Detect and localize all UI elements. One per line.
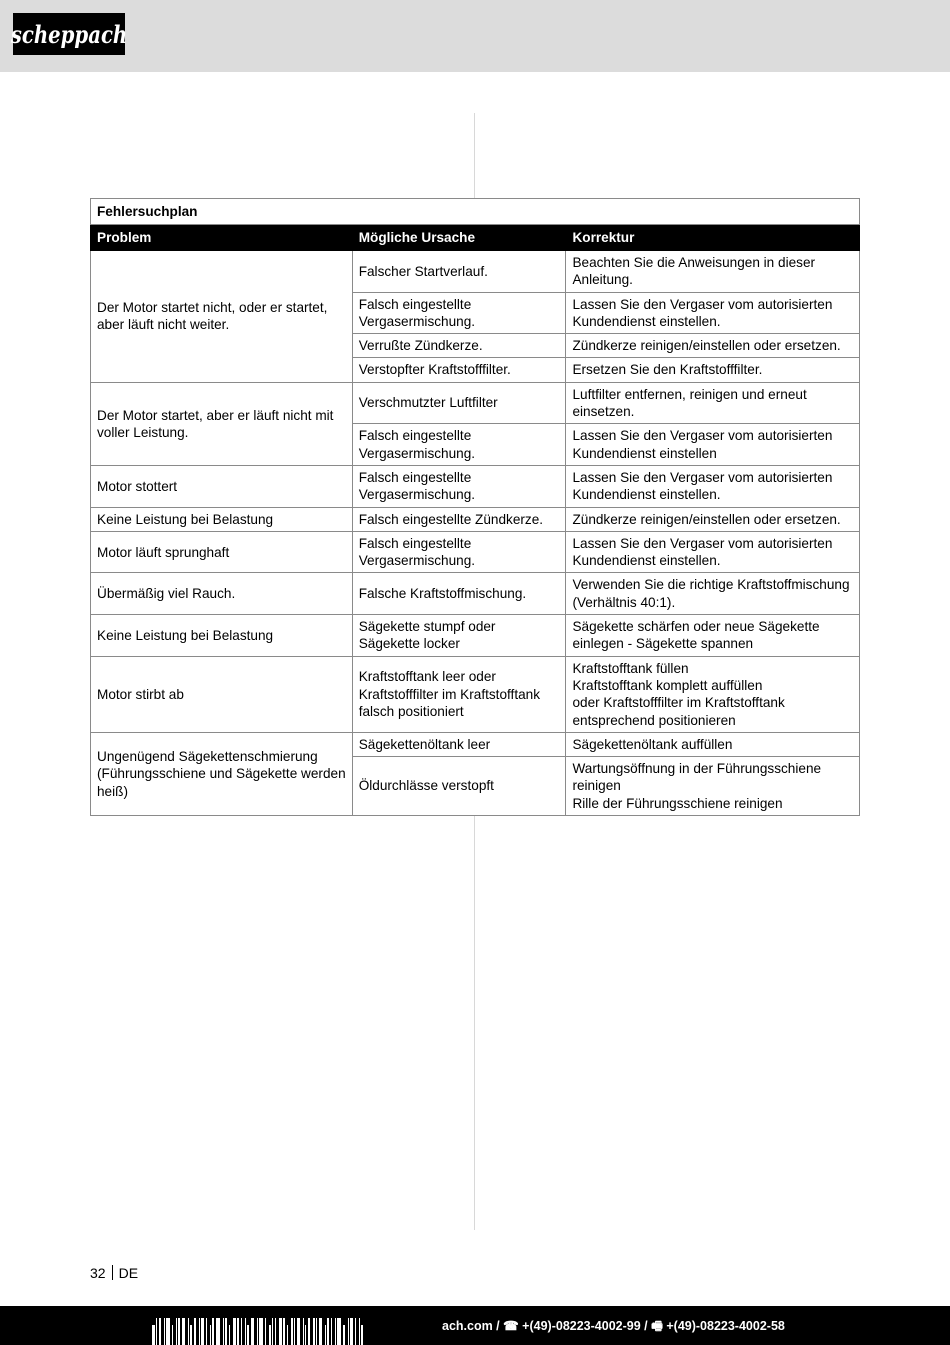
barcode-bar bbox=[316, 1318, 317, 1345]
cause-cell: Falscher Startverlauf. bbox=[352, 251, 566, 293]
table-row bbox=[91, 382, 860, 424]
barcode-bar bbox=[272, 1318, 273, 1345]
problem-cell: Motor stottert bbox=[91, 465, 353, 507]
barcode-bar bbox=[172, 1325, 173, 1345]
barcode-bar bbox=[308, 1318, 310, 1345]
barcode-bar bbox=[159, 1318, 161, 1345]
barcode-bar bbox=[164, 1318, 165, 1345]
fix-cell: Verwenden Sie die richtige Kraftstoffmischung (Verhältnis 40:1). bbox=[566, 573, 860, 615]
barcode-bar bbox=[287, 1325, 288, 1345]
cause-cell: Öldurchlässe verstopft bbox=[352, 757, 566, 816]
barcode-bar bbox=[212, 1318, 214, 1345]
barcode-bar bbox=[216, 1318, 220, 1345]
fix-cell: Ersetzen Sie den Kraftstofffilter. bbox=[566, 358, 860, 382]
barcode-bar bbox=[257, 1318, 258, 1345]
barcode-bar bbox=[210, 1325, 211, 1345]
barcode-bar bbox=[361, 1325, 363, 1345]
barcode-bar bbox=[269, 1325, 271, 1345]
barcode-bar bbox=[355, 1318, 356, 1345]
barcode-bar bbox=[331, 1318, 332, 1345]
problem-cell: Motor läuft sprunghaft bbox=[91, 531, 353, 573]
barcode-bar bbox=[337, 1318, 341, 1345]
page-number-separator bbox=[112, 1265, 113, 1280]
barcode-bar bbox=[152, 1325, 155, 1345]
barcode-bar bbox=[359, 1318, 360, 1345]
barcode-bar bbox=[176, 1318, 177, 1345]
logo-text: scheppach bbox=[10, 19, 128, 49]
fix-cell: Zündkerze reinigen/einstellen oder ersetzen. bbox=[566, 334, 860, 358]
barcode-bar bbox=[178, 1318, 180, 1345]
page-footer bbox=[0, 1306, 950, 1345]
column-header-cause: Mögliche Ursache bbox=[352, 225, 566, 251]
barcode-bar bbox=[279, 1318, 282, 1345]
fix-cell: Beachten Sie die Anweisungen in dieser Anleitung. bbox=[566, 251, 860, 293]
table-title: Fehlersuchplan bbox=[91, 199, 860, 225]
problem-cell: Keine Leistung bei Belastung bbox=[91, 615, 353, 657]
cause-cell: Falsche Kraftstoffmischung. bbox=[352, 573, 566, 615]
problem-cell: Der Motor startet, aber er läuft nicht mit voller Leistung. bbox=[91, 382, 353, 465]
table-row bbox=[91, 531, 860, 573]
fix-cell: Wartungsöffnung in der Führungsschiene reinigen Rille der Führungsschiene reinigen bbox=[566, 757, 860, 816]
barcode-bar bbox=[343, 1325, 345, 1345]
fix-cell: Sägekette schärfen oder neue Sägekette einlegen - Sägekette spannen bbox=[566, 615, 860, 657]
fix-cell: Luftfilter entfernen, reinigen und erneut einsetzen. bbox=[566, 382, 860, 424]
barcode-bar bbox=[303, 1318, 304, 1345]
troubleshooting-table bbox=[90, 198, 860, 816]
cause-cell: Verrußte Zündkerze. bbox=[352, 334, 566, 358]
barcode-bar bbox=[291, 1318, 293, 1345]
page-header bbox=[0, 0, 950, 72]
barcode-bar bbox=[199, 1318, 200, 1345]
problem-cell: Übermäßig viel Rauch. bbox=[91, 573, 353, 615]
cause-cell: Verstopfter Kraftstofffilter. bbox=[352, 358, 566, 382]
problem-cell: Ungenügend Sägekettenschmierung (Führungsschiene und Sägekette werden heiß) bbox=[91, 732, 353, 815]
fix-cell: Lassen Sie den Vergaser vom autorisierten Kundendienst einstellen. bbox=[566, 292, 860, 334]
barcode-bar bbox=[241, 1318, 242, 1345]
barcode-bar bbox=[206, 1318, 207, 1345]
fix-cell: Lassen Sie den Vergaser vom autorisierten Kundendienst einstellen. bbox=[566, 465, 860, 507]
cause-cell: Kraftstofftank leer oder Kraftstofffilter im Kraftstofftank falsch positioniert bbox=[352, 656, 566, 732]
barcode-bar bbox=[201, 1318, 204, 1345]
footer-contact: ach.com / ☎ +(49)-08223-4002-99 / 🖷 +(49)-08223-4002-58 bbox=[442, 1319, 785, 1333]
barcode-bar bbox=[297, 1318, 300, 1345]
table-row bbox=[91, 251, 860, 293]
barcode-bar bbox=[233, 1318, 236, 1345]
table-header-row bbox=[91, 225, 860, 251]
barcode-bar bbox=[275, 1318, 276, 1345]
cause-cell: Falsch eingestellte Vergasermischung. bbox=[352, 292, 566, 334]
fix-cell: Sägekettenöltank auffüllen bbox=[566, 732, 860, 756]
fix-cell: Lassen Sie den Vergaser vom autorisierten Kundendienst einstellen bbox=[566, 424, 860, 466]
table-row bbox=[91, 507, 860, 531]
problem-cell: Motor stirbt ab bbox=[91, 656, 353, 732]
cause-cell: Sägekettenöltank leer bbox=[352, 732, 566, 756]
barcode-bar bbox=[182, 1318, 185, 1345]
barcode-bar bbox=[245, 1318, 246, 1345]
barcode-bar bbox=[156, 1318, 157, 1345]
problem-cell: Der Motor startet nicht, oder er startet, aber läuft nicht weiter. bbox=[91, 251, 353, 383]
page-number bbox=[90, 1265, 138, 1281]
barcode-bar bbox=[247, 1325, 249, 1345]
table-row bbox=[91, 573, 860, 615]
barcode-bar bbox=[265, 1318, 266, 1345]
barcode-bar bbox=[283, 1318, 285, 1345]
page-number-value: 32 bbox=[90, 1265, 106, 1281]
scheppach-logo bbox=[10, 13, 128, 55]
problem-cell: Keine Leistung bei Belastung bbox=[91, 507, 353, 531]
footer-barcode-artifact bbox=[152, 1318, 442, 1345]
cause-cell: Verschmutzter Luftfilter bbox=[352, 382, 566, 424]
barcode-bar bbox=[348, 1318, 349, 1345]
cause-cell: Falsch eingestellte Zündkerze. bbox=[352, 507, 566, 531]
cause-cell: Falsch eingestellte Vergasermischung. bbox=[352, 465, 566, 507]
page-language: DE bbox=[118, 1265, 139, 1281]
barcode-bar bbox=[190, 1325, 192, 1345]
barcode-bar bbox=[305, 1325, 306, 1345]
barcode-bar bbox=[350, 1318, 353, 1345]
barcode-bar bbox=[166, 1318, 170, 1345]
barcode-bar bbox=[237, 1318, 239, 1345]
cause-cell: Sägekette stumpf oder Sägekette locker bbox=[352, 615, 566, 657]
table-row bbox=[91, 656, 860, 732]
barcode-bar bbox=[325, 1325, 326, 1345]
cause-cell: Falsch eingestellte Vergasermischung. bbox=[352, 424, 566, 466]
table-row bbox=[91, 732, 860, 756]
barcode-bar bbox=[335, 1318, 336, 1345]
cause-cell: Falsch eingestellte Vergasermischung. bbox=[352, 531, 566, 573]
barcode-bar bbox=[251, 1318, 254, 1345]
barcode-bar bbox=[229, 1325, 230, 1345]
barcode-bar bbox=[259, 1318, 263, 1345]
barcode-bar bbox=[294, 1318, 295, 1345]
column-header-fix: Korrektur bbox=[566, 225, 860, 251]
barcode-bar bbox=[313, 1318, 315, 1345]
table-row bbox=[91, 615, 860, 657]
barcode-bar bbox=[327, 1318, 329, 1345]
table-row bbox=[91, 465, 860, 507]
barcode-bar bbox=[194, 1318, 196, 1345]
fix-cell: Zündkerze reinigen/einstellen oder ersetzen. bbox=[566, 507, 860, 531]
column-header-problem: Problem bbox=[91, 225, 353, 251]
barcode-bar bbox=[188, 1318, 189, 1345]
barcode-bar bbox=[223, 1318, 224, 1345]
barcode-bar bbox=[319, 1318, 322, 1345]
barcode-bar bbox=[225, 1318, 227, 1345]
fix-cell: Kraftstofftank füllen Kraftstofftank komplett auffüllen oder Kraftstofffilter im Kraftstofftank entsprechend positionieren bbox=[566, 656, 860, 732]
fix-cell: Lassen Sie den Vergaser vom autorisierten Kundendienst einstellen. bbox=[566, 531, 860, 573]
